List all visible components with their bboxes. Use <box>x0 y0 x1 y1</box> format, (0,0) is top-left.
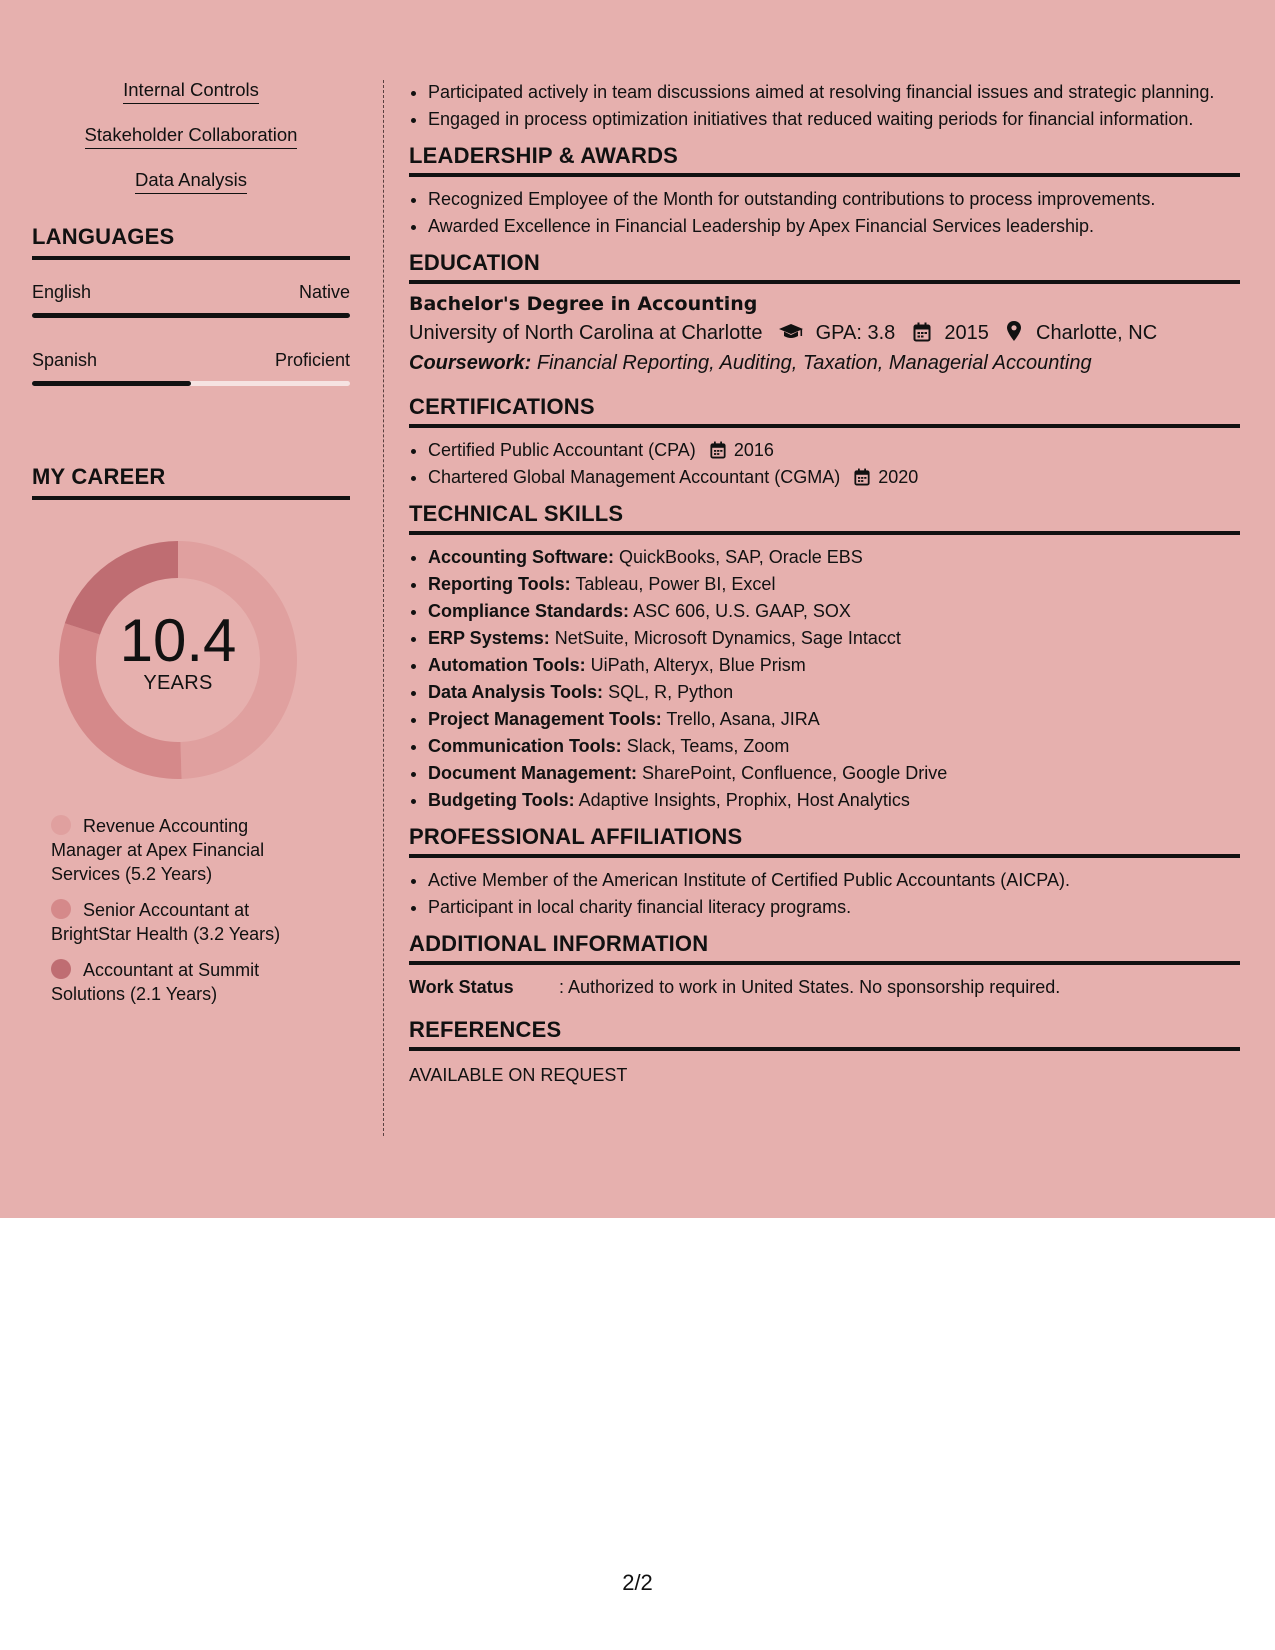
legend-dot-icon <box>51 899 71 919</box>
skill-values: Adaptive Insights, Prophix, Host Analytics <box>578 790 910 810</box>
skill-category: Document Management: <box>428 763 638 783</box>
certification-year: 2016 <box>733 440 774 460</box>
references-heading: REFERENCES <box>409 1017 1240 1051</box>
skill-values: SharePoint, Confluence, Google Drive <box>642 763 948 783</box>
experience-bullet: • Engaged in process optimization initiatives that reduced waiting periods for financial information. <box>428 107 1240 131</box>
languages-heading: LANGUAGES <box>32 224 350 260</box>
legend-dot-icon <box>51 815 71 835</box>
affiliation-item: • Participant in local charity financial literacy programs. <box>428 895 1240 919</box>
education-school: University of North Carolina at Charlotte <box>409 322 763 344</box>
left-column <box>32 78 350 1018</box>
technical-skill-item <box>428 545 1240 569</box>
language-name: English <box>32 282 92 302</box>
education-year: 2015 <box>944 322 989 344</box>
skill-item: Internal Controls <box>123 78 259 104</box>
affiliation-item: • Active Member of the American Institute of Certified Public Accountants (AICPA). <box>428 868 1240 892</box>
leadership-list <box>409 187 1240 238</box>
certification-year: 2020 <box>878 467 919 487</box>
coursework-label: Coursework: <box>409 352 532 374</box>
career-legend <box>32 814 350 1006</box>
skill-category: Accounting Software: <box>428 547 615 567</box>
certifications-list <box>409 438 1240 489</box>
career-legend-item <box>51 958 311 1006</box>
skill-values: NetSuite, Microsoft Dynamics, Sage Intacct <box>554 628 901 648</box>
skills-list <box>32 78 350 194</box>
certification-item <box>428 438 1240 462</box>
technical-skill-item <box>428 626 1240 650</box>
leadership-heading: LEADERSHIP & AWARDS <box>409 143 1240 177</box>
right-column <box>409 80 1240 1087</box>
language-proficiency-fill <box>32 381 191 386</box>
calendar-icon <box>913 322 931 342</box>
technical-skill-item <box>428 707 1240 731</box>
skill-values: UiPath, Alteryx, Blue Prism <box>590 655 806 675</box>
calendar-icon <box>710 441 726 459</box>
education-degree: Bachelor's Degree in Accounting <box>409 293 758 315</box>
skill-category: Reporting Tools: <box>428 574 571 594</box>
leadership-item: • Awarded Excellence in Financial Leadership by Apex Financial Services leadership. <box>428 214 1240 238</box>
education-heading: EDUCATION <box>409 250 1240 284</box>
education-details <box>409 318 1240 348</box>
certifications-heading: CERTIFICATIONS <box>409 394 1240 428</box>
skill-category: Budgeting Tools: <box>428 790 575 810</box>
education-gpa: GPA: 3.8 <box>815 322 896 344</box>
language-proficiency-bar <box>32 381 350 386</box>
career-legend-item <box>51 814 311 886</box>
location-pin-icon <box>1006 320 1022 342</box>
work-status-label: Work Status <box>409 977 514 997</box>
career-legend-label: Senior Accountant at BrightStar Health (3.2 Years) <box>51 900 281 944</box>
language-proficiency-fill <box>32 313 350 318</box>
experience-bullet: • Participated actively in team discussions aimed at resolving financial issues and strategic planning. <box>428 80 1240 104</box>
language-name: Spanish <box>32 350 98 370</box>
experience-bullets <box>409 80 1240 131</box>
affiliations-list <box>409 868 1240 919</box>
affiliations-heading: PROFESSIONAL AFFILIATIONS <box>409 824 1240 858</box>
technical-skill-item <box>428 653 1240 677</box>
skill-values: Slack, Teams, Zoom <box>626 736 790 756</box>
career-total-label <box>58 607 298 695</box>
certification-name: Certified Public Accountant (CPA) <box>428 440 696 460</box>
language-level: Native <box>298 282 350 302</box>
skill-values: ASC 606, U.S. GAAP, SOX <box>633 601 851 621</box>
page-number: 2/2 <box>622 1570 653 1595</box>
skill-category: ERP Systems: <box>428 628 550 648</box>
language-entry <box>32 282 350 318</box>
additional-info-heading: ADDITIONAL INFORMATION <box>409 931 1240 965</box>
career-total-unit: YEARS <box>143 672 213 694</box>
column-divider <box>383 80 384 1136</box>
skill-item: Data Analysis <box>135 168 247 194</box>
certification-item <box>428 465 1240 489</box>
technical-skill-item <box>428 734 1240 758</box>
leadership-item: • Recognized Employee of the Month for outstanding contributions to process improvements. <box>428 187 1240 211</box>
skill-values: Tableau, Power BI, Excel <box>575 574 776 594</box>
education-coursework <box>409 348 1240 378</box>
technical-skill-item <box>428 761 1240 785</box>
skill-category: Data Analysis Tools: <box>428 682 604 702</box>
work-status-value: : Authorized to work in United States. No sponsorship required. <box>559 977 1061 997</box>
calendar-icon <box>854 468 870 486</box>
skill-category: Automation Tools: <box>428 655 586 675</box>
graduation-cap-icon <box>778 322 804 342</box>
education-location: Charlotte, NC <box>1036 322 1158 344</box>
skill-category: Project Management Tools: <box>428 709 662 729</box>
technical-skill-item <box>428 599 1240 623</box>
career-heading: MY CAREER <box>32 464 350 500</box>
career-legend-label: Revenue Accounting Manager at Apex Financial Services (5.2 Years) <box>51 816 265 884</box>
technical-skill-item <box>428 680 1240 704</box>
career-legend-label: Accountant at Summit Solutions (2.1 Years) <box>51 960 260 1004</box>
skill-values: SQL, R, Python <box>608 682 734 702</box>
language-proficiency-bar <box>32 313 350 318</box>
references-text: AVAILABLE ON REQUEST <box>409 1065 628 1085</box>
skill-values: QuickBooks, SAP, Oracle EBS <box>619 547 863 567</box>
legend-dot-icon <box>51 959 71 979</box>
skill-item: Stakeholder Collaboration <box>85 123 298 149</box>
technical-skill-item <box>428 788 1240 812</box>
coursework-value: Financial Reporting, Auditing, Taxation, Managerial Accounting <box>536 352 1092 374</box>
education-entry <box>409 290 1240 378</box>
technical-skill-item <box>428 572 1240 596</box>
career-total-value: 10.4 <box>119 607 237 674</box>
career-donut-chart <box>58 540 298 780</box>
language-level: Proficient <box>274 350 350 370</box>
technical-skills-list <box>409 545 1240 812</box>
work-status-row <box>409 975 1240 999</box>
skill-category: Communication Tools: <box>428 736 622 756</box>
skill-category: Compliance Standards: <box>428 601 630 621</box>
career-legend-item <box>51 898 311 946</box>
certification-name: Chartered Global Management Accountant (CGMA) <box>428 467 841 487</box>
language-entry <box>32 350 350 386</box>
skill-values: Trello, Asana, JIRA <box>666 709 820 729</box>
technical-skills-heading: TECHNICAL SKILLS <box>409 501 1240 535</box>
